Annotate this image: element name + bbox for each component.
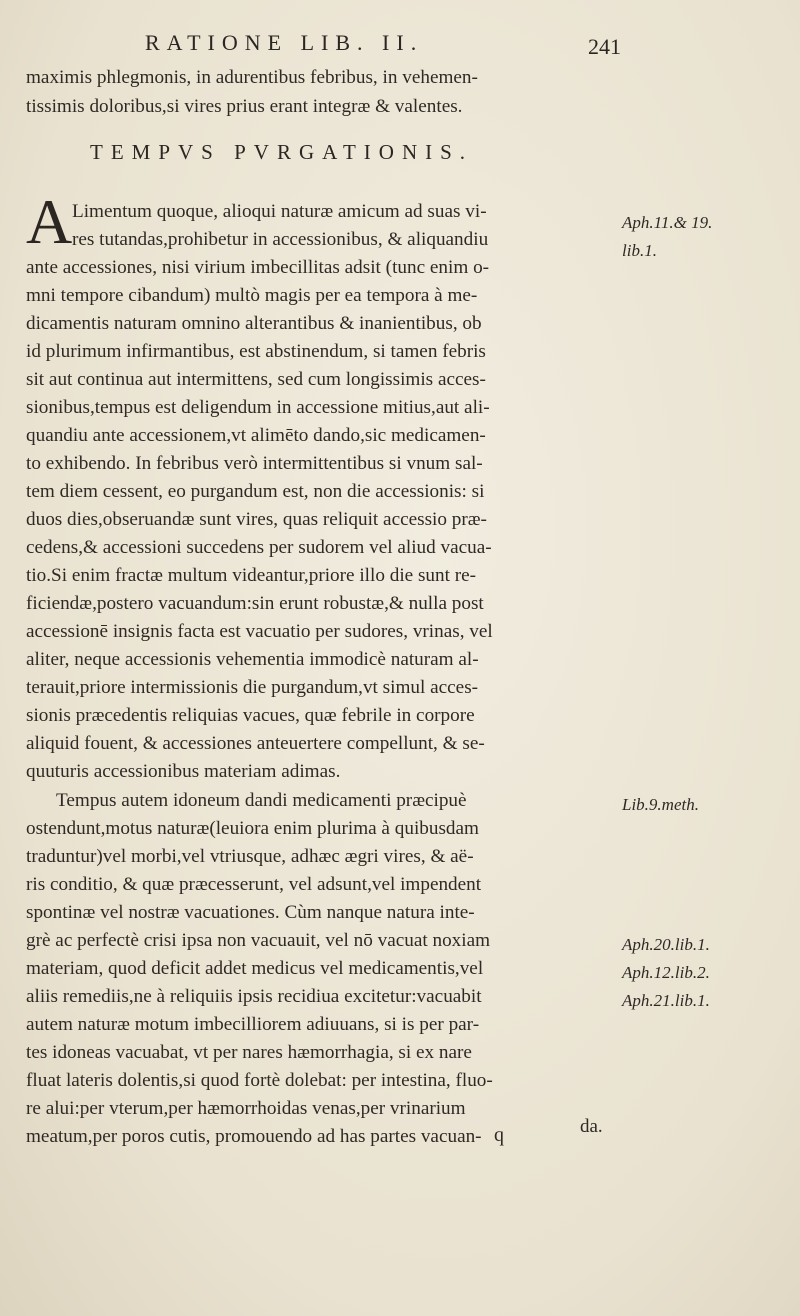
marginal-note: lib.1.	[622, 241, 657, 260]
body-line: quuturis accessionibus materiam adimas.	[26, 761, 341, 782]
page-number: 241	[588, 34, 621, 59]
body-line: autem naturæ motum imbecilliorem adiuuans, si is per par-	[26, 1014, 480, 1035]
body-line: duos dies,obseruandæ sunt vires, quas reliquit accessio præ-	[26, 509, 487, 530]
body-line: tem diem cessent, eo purgandum est, non die accessionis: si	[26, 481, 485, 502]
body-line: aliter, neque accessionis vehementia immodicè naturam al-	[26, 649, 479, 670]
marginal-note: Aph.11.& 19.	[622, 213, 713, 232]
body-line: fluat lateris dolentis,si quod fortè dolebat: per intestina, fluo-	[26, 1070, 493, 1091]
body-line: aliis remediis,ne à reliquiis ipsis recidiua excitetur:vacuabit	[26, 986, 482, 1007]
body-line: grè ac perfectè crisi ipsa non vacuauit, vel nō vacuat noxiam	[26, 930, 491, 951]
body-line: sionibus,tempus est deligendum in accessione mitius,aut ali-	[26, 397, 490, 418]
signature-mark: q	[494, 1124, 504, 1146]
section-heading: TEMPVS PVRGATIONIS.	[90, 140, 474, 164]
body-line: to exhibendo. In febribus verò intermittentibus si vnum sal-	[26, 453, 483, 474]
intro-line: maximis phlegmonis, in adurentibus febribus, in vehemen-	[26, 67, 478, 88]
intro-line: tissimis doloribus,si vires prius erant integræ & valentes.	[26, 96, 463, 117]
running-title: RATIONE LIB. II.	[145, 30, 424, 55]
body-line: mni tempore cibandum) multò magis per ea tempora à me-	[26, 285, 478, 306]
body-line: accessionē insignis facta est vacuatio per sudores, vrinas, vel	[26, 621, 493, 642]
body-line: Tempus autem idoneum dandi medicamenti præcipuè	[56, 790, 467, 811]
drop-cap: A	[26, 186, 73, 257]
body-line: ante accessiones, nisi virium imbecillitas adsit (tunc enim o-	[26, 257, 490, 278]
body-line: traduntur)vel morbi,vel vtriusque, adhæc ægri vires, & aë-	[26, 846, 474, 867]
body-line: cedens,& accessioni succedens per sudorem vel aliud vacua-	[26, 537, 492, 558]
body-line: sit aut continua aut intermittens, sed cum longissimis acces-	[26, 369, 486, 390]
body-line: materiam, quod deficit addet medicus vel medicamentis,vel	[26, 958, 484, 979]
catchword: da.	[580, 1116, 603, 1137]
body-line: res tutandas,prohibetur in accessionibus, & aliquandiu	[72, 229, 489, 250]
marginal-note: Lib.9.meth.	[622, 795, 699, 814]
marginal-note: Aph.20.lib.1.	[622, 935, 710, 954]
body-line: terauit,priore intermissionis die purgandum,vt simul acces-	[26, 677, 479, 698]
body-line: tio.Si enim fractæ multum videantur,priore illo die sunt re-	[26, 565, 477, 586]
body-line: sionis præcedentis reliquias vacues, quæ febrile in corpore	[26, 705, 475, 726]
body-line: quandiu ante accessionem,vt alimēto dando,sic medicamen-	[26, 425, 486, 446]
body-line: dicamentis naturam omnino alterantibus & inanientibus, ob	[26, 313, 482, 334]
marginal-note: Aph.21.lib.1.	[622, 991, 710, 1010]
body-line: aliquid fouent, & accessiones anteuertere compellunt, & se-	[26, 733, 485, 754]
body-line: ris conditio, & quæ præcesserunt, vel adsunt,vel impendent	[26, 874, 482, 895]
body-line: tes idoneas vacuabat, vt per nares hæmorrhagia, si ex nare	[26, 1042, 472, 1063]
body-line: meatum,per poros cutis, promouendo ad has partes vacuan-	[26, 1126, 482, 1147]
marginal-note: Aph.12.lib.2.	[622, 963, 710, 982]
body-line: id plurimum infirmantibus, est abstinendum, si tamen febris	[26, 341, 486, 362]
body-line: ficiendæ,postero vacuandum:sin erunt robustæ,& nulla post	[26, 593, 484, 614]
body-line: Limentum quoque, alioqui naturæ amicum ad suas vi-	[72, 201, 487, 222]
body-line: re alui:per vterum,per hæmorrhoidas venas,per vrinarium	[26, 1098, 466, 1119]
body-line: spontinæ vel nostræ vacuationes. Cùm nanque natura inte-	[26, 902, 475, 923]
body-line: ostendunt,motus naturæ(leuiora enim plurima à quibusdam	[26, 818, 479, 839]
